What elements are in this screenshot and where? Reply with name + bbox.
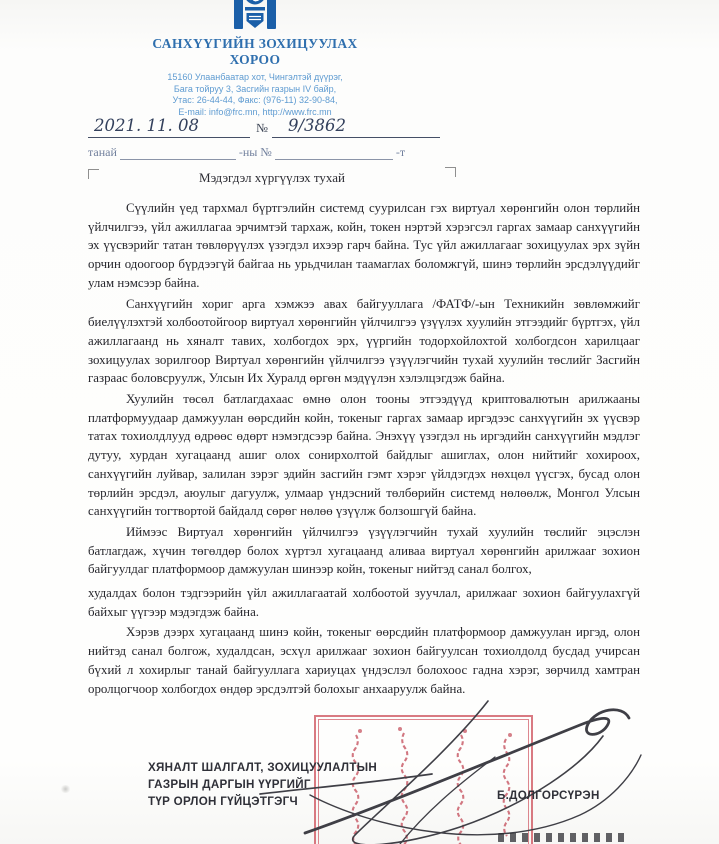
recipient-middle: -ны № xyxy=(238,145,272,159)
signatory-name: Б.ДОЛГОРСҮРЭН xyxy=(497,789,600,802)
blank-underline xyxy=(275,159,393,160)
org-name-line2: ХОРОО xyxy=(229,52,281,67)
paragraph: Сүүлийн үед тархмал бүртгэлийн системд суурилсан гэх виртуал хөрөнгийн олон төрлийн үйлчилгээ, үйл ажиллагаа эрчимтэй тархаж, койн, токен нэртэй хэрэгсэл гаргах замаар санхүүгийн эх үүсвэрийг татан төвлөрүүлэх үзэгдэл ихээр гарч байна. Тус үйл ажиллагааг зохицуулах эрх зүйн орчин одоогоор бүрдээгүй байгаа нь урьдчилан таамаглах боломжгүй, шинэ төрлийн эрсдэлүүдийг улам нэмсээр байна. xyxy=(88,201,640,290)
letter-body xyxy=(88,199,640,700)
number-sign: № xyxy=(256,121,268,135)
signatory-title-line: ТҮР ОРЛОН ГҮЙЦЭТГЭГЧ xyxy=(148,794,298,808)
paragraph: Иймээс Виртуал хөрөнгийн үйлчилгээ үзүүлэгчийн тухай хуулийн төслийг эцэслэн батлагдаж, хүчин төгөлдөр болох хүртэл хугацаанд аливаа виртуал хөрөнгийн арилжааг зохион байгуулдаг платформоор дамжуулан шинээр койн, токеныг нийтэд санал болгох, xyxy=(88,524,640,577)
paragraph: Санхүүгийн хориг арга хэмжээ авах байгууллага /ФАТФ/-ын Техникийн зөвлөмжийг биелүүлэхтэй холбоотойгоор виртуал хөрөнгийн үйлчилгээ үзүүлэх хуулийн этгээдийг бүртгэх, үйл ажиллагаанд нь хяналт тавих, холбогдох эрх, үүргийн тодорхойлохтой холбогдсон харилцааг зохицуулах зорилгоор Виртуал хөрөнгийн үйлчилгээ үзүүлэгчийн тухай хуулийн төслийг Засгийн газраас боловсруулж, Улсын Их Хуралд өргөн мэдүүлэн хэлэлцэгдэж байна. xyxy=(88,296,640,386)
address-line: 15160 Улаанбаатар хот, Чингэлтэй дүүрэг, xyxy=(167,72,343,82)
corner-bracket-left-icon xyxy=(88,169,99,179)
subject-row xyxy=(88,166,456,186)
signatory-title-line: ХЯНАЛТ ШАЛГАЛТ, ЗОХИЦУУЛАЛТЫН xyxy=(148,761,378,774)
signatory-title-line: ГАЗРЫН ДАРГЫН ҮҮРГИЙГ xyxy=(148,777,311,791)
handwritten-date: 2021. 11. 08 xyxy=(94,116,199,135)
address-line: Бага тойруу 3, Засгийн газрын IV байр, xyxy=(173,83,337,94)
date-number-line xyxy=(88,112,460,138)
paragraph: Хуулийн төсөл батлагдахаас өмнө олон тооны этгээдүүд криптовалютын арилжааны платформуудаар дамжуулан өөрсдийн койн, токеныг гаргах замаар иргэдээс санхүүгийн эх үүсвэр татах тохиолдлууд өдрөөс өдөрт нэмэгдсээр байна. Энэхүү үзэгдэл нь иргэдийн санхүүгийн мэдлэг дутуу, хурдан хугацаанд ашиг олох сонирхолтой байдлыг ашиглах, олон нийтийг хохироох, санхүүгийн луйвар, залилан зэрэг эдийн засгийн гэмт хэрэг үйлдэгдэх нөхцөл үүсгэх, бусад олон төрлийн эрсдэл, аюулыг дагуулж, улмаар үндэсний төлбөрийн системд нөлөөлж, Монгол Улсын санхүүгийн тогтвортой байдалд сөрөг нөлөө үзүүлж болзошгүй байна. xyxy=(88,392,640,519)
recipient-prefix: танай xyxy=(88,145,117,159)
letterhead xyxy=(90,0,420,118)
paragraph: худалдах болон тэдгээрийн үйл ажиллагаатай холбоотой зуучлал, арилжааг зохион байгуулахгүй байхыг үүгээр мэдэгдэж байна. xyxy=(88,586,640,619)
corner-bracket-right-icon xyxy=(445,167,456,177)
org-name xyxy=(90,36,420,68)
subject-title: Мэдэгдэл хүргүүлэх тухай xyxy=(199,170,345,185)
handwritten-doc-number: 9/3862 xyxy=(287,116,346,135)
paragraph: Хэрэв дээрх хугацаанд шинэ койн, токеныг өөрсдийн платформоор дамжуулан иргэд, олон нийтэд санал болгож, худалдсан, эсхүл арилжааг зохион байгуулсан тохиолдолд бусдад учирсан бүхий л хохирлыг танай байгууллага хариуцах үндэслэл болохоос гадна хэрэг, зөрчилд хамтран оролцогчоор холбогдох өндөр эрсдэлтэй болохыг анхааруулж байна. xyxy=(88,625,640,696)
recipient-suffix: -т xyxy=(395,145,406,159)
doc-number-field xyxy=(272,116,440,138)
scan-artifact-partial-digits xyxy=(498,833,626,842)
recipient-line xyxy=(88,140,460,160)
address-line: Утас: 26-44-44, Факс: (976-11) 32-90-84, xyxy=(172,95,338,105)
frc-emblem-icon xyxy=(232,0,278,33)
date-field xyxy=(88,116,250,138)
signatory-title-block xyxy=(148,760,377,810)
frc-emblem-icon xyxy=(231,0,279,33)
reference-block xyxy=(88,112,460,160)
address-line: E-mail: info@frc.mn, http://www.frc.mn xyxy=(178,106,332,117)
blank-underline xyxy=(120,159,236,160)
scan-smudge xyxy=(60,785,71,793)
org-name-line1: САНХҮҮГИЙН ЗОХИЦУУЛАХ xyxy=(152,36,358,51)
